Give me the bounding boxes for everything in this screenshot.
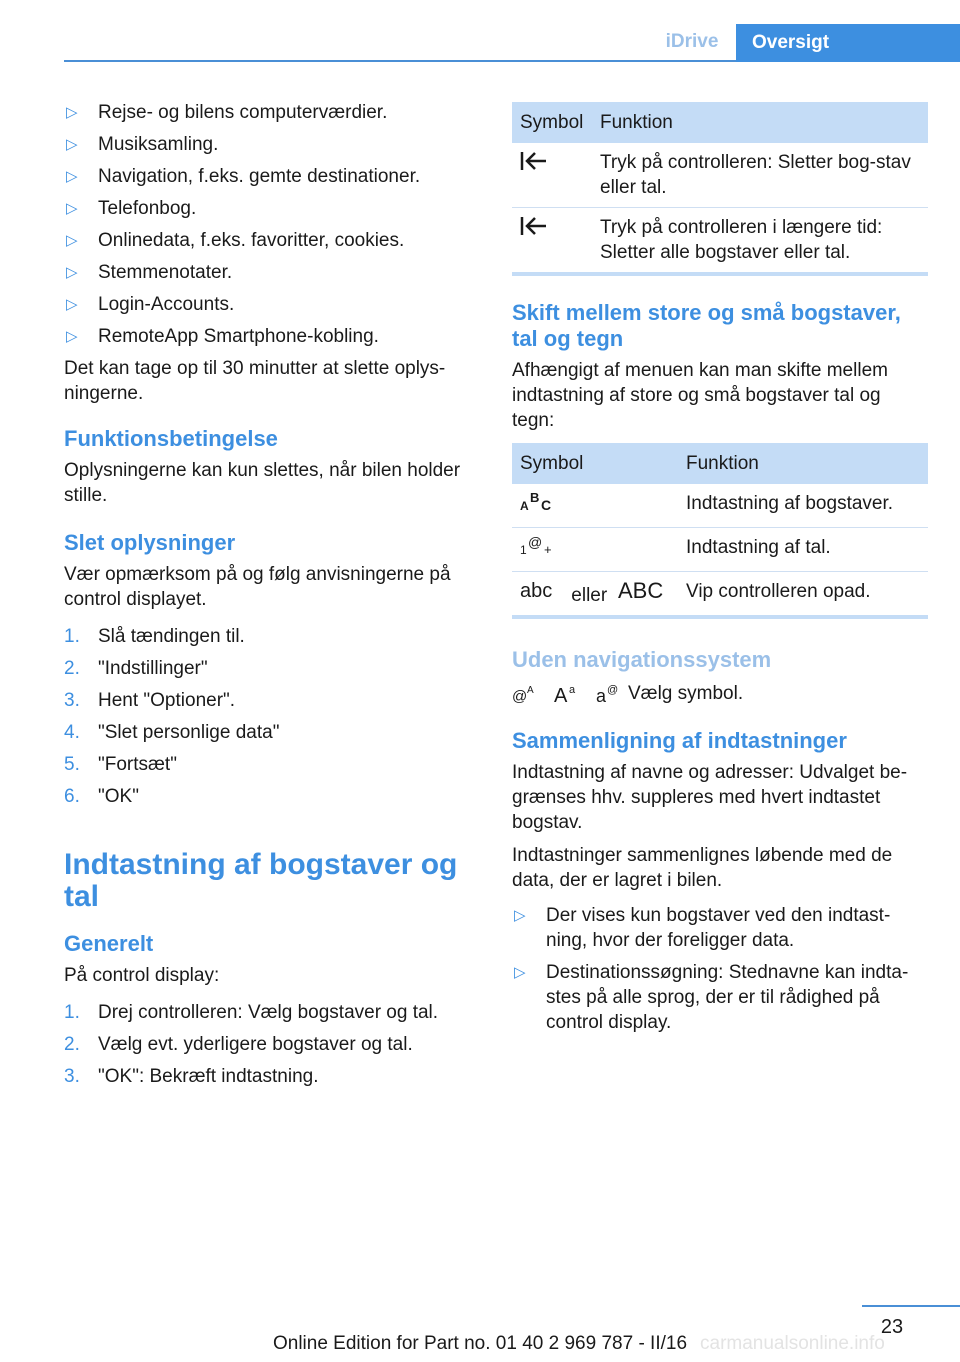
select-symbol-text: Vælg symbol. — [628, 683, 744, 704]
tab-oversigt[interactable]: Oversigt — [736, 24, 960, 62]
table-row — [512, 572, 928, 616]
tab-idrive[interactable]: iDrive — [665, 31, 719, 52]
input-steps-list — [64, 1000, 484, 1089]
page-number: 23 — [880, 1316, 904, 1338]
at-a-symbol-icon — [512, 683, 536, 705]
table-cell: Indtastning af tal. — [678, 528, 928, 572]
heading-uden-navigation: Uden navigationssystem — [512, 647, 772, 672]
abc-uppercase-icon — [520, 491, 556, 513]
triangle-bullet-icon: ▷ — [514, 964, 526, 981]
heading-slet-oplysninger: Slet oplysninger — [64, 530, 236, 555]
list-item: ▷ Login-Accounts. — [66, 294, 235, 315]
backspace-arrow-icon — [520, 215, 548, 237]
list-item: ▷ Onlinedata, f.eks. favoritter, cookies. — [66, 230, 405, 251]
right-column — [512, 102, 928, 1042]
triangle-bullet-icon: ▷ — [66, 104, 78, 121]
lowercase-abc-icon — [520, 579, 560, 601]
delete-steps-list — [64, 624, 484, 809]
list-item: 2. "Indstillinger" — [64, 658, 208, 679]
list-item: ▷ Telefonbog. — [66, 198, 197, 219]
slet-text: Vær opmærksom på og følg anvisningerne på control displayet. — [64, 564, 451, 610]
left-column — [64, 100, 484, 1096]
heading-indtastning: Indtastning af bogstaver og tal — [64, 848, 458, 913]
case-symbol-table — [512, 443, 928, 615]
triangle-bullet-icon: ▷ — [66, 168, 78, 185]
svg-text:A: A — [520, 499, 529, 513]
list-item: 6. "OK" — [64, 786, 139, 807]
table-header-row — [512, 102, 928, 143]
numbers-symbols-icon — [520, 535, 560, 557]
triangle-bullet-icon: ▷ — [66, 264, 78, 281]
table-header: Funktion — [592, 102, 928, 143]
comparison-bullet-list — [512, 903, 928, 1035]
table-header: Funktion — [678, 443, 928, 484]
table-row — [512, 484, 928, 528]
sammenligning-text-2: Indtastninger sammenlignes løbende med de data, der er lagret i bilen. — [512, 845, 893, 891]
svg-text:C: C — [541, 497, 552, 513]
sammenligning-text-1: Indtastning af navne og adresser: Udvalget be-grænses hhv. suppleres med hvert indtastet bogstav. — [512, 762, 908, 833]
table-cell: Indtastning af bogstaver. — [678, 484, 928, 528]
list-item: ▷ Der vises kun bogstaver ved den indtast-ning, hvor der foreligger data. — [514, 905, 891, 951]
table-cell: Vip controlleren opad. — [686, 581, 871, 602]
svg-text:A: A — [554, 684, 568, 705]
list-item: 1. Drej controlleren: Vælg bogstaver og tal. — [64, 1002, 439, 1023]
or-label: eller — [571, 585, 608, 606]
triangle-bullet-icon: ▷ — [514, 907, 526, 924]
svg-text:abc: abc — [520, 580, 553, 601]
table-row — [512, 208, 928, 273]
triangle-bullet-icon: ▷ — [66, 296, 78, 313]
delete-symbol-table — [512, 102, 928, 272]
triangle-bullet-icon: ▷ — [66, 200, 78, 217]
heading-funktionsbetingelse: Funktionsbetingelse — [64, 426, 278, 451]
list-item: 2. Vælg evt. yderligere bogstaver og tal. — [64, 1034, 413, 1055]
list-item: ▷ Rejse- og bilens computerværdier. — [66, 102, 388, 123]
heading-sammenligning: Sammenligning af indtastninger — [512, 728, 847, 753]
table-row — [512, 528, 928, 572]
list-item: 5. "Fortsæt" — [64, 754, 177, 775]
case-toggle-icon — [554, 683, 578, 705]
svg-text:B: B — [530, 491, 540, 505]
list-item: 1. Slå tændingen til. — [64, 626, 245, 647]
list-item: 4. "Slet personlige data" — [64, 722, 280, 743]
table-header-row — [512, 443, 928, 484]
list-item: 3. "OK": Bekræft indtastning. — [64, 1066, 319, 1087]
triangle-bullet-icon: ▷ — [66, 232, 78, 249]
list-item: ▷ Stemmenotater. — [66, 262, 233, 283]
data-bullet-list — [64, 100, 484, 349]
svg-text:@: @ — [512, 687, 528, 705]
heading-skift: Skift mellem store og små bogstaver, tal og tegn — [512, 300, 901, 351]
delete-time-note: Det kan tage op til 30 minutter at slette oplys-ningerne. — [64, 358, 446, 404]
skift-text: Afhængigt af menuen kan man skifte mellem indtastning af store og små bogstaver tal og tegn: — [512, 360, 888, 431]
watermark: carmanualsonline.info — [700, 1333, 885, 1354]
table-cell: Tryk på controlleren: Sletter bog-stav eller tal. — [592, 143, 928, 208]
svg-text:1: 1 — [520, 543, 527, 557]
triangle-bullet-icon: ▷ — [66, 136, 78, 153]
svg-text:@: @ — [607, 683, 619, 696]
list-item: ▷ Navigation, f.eks. gemte destinationer. — [66, 166, 421, 187]
svg-text:a: a — [596, 685, 607, 705]
svg-text:a: a — [569, 683, 576, 696]
table-row — [512, 143, 928, 208]
generelt-text: På control display: — [64, 965, 220, 986]
table-header: Symbol — [512, 102, 592, 143]
footer-rule — [862, 1305, 960, 1307]
symbol-select-row — [512, 681, 928, 706]
uppercase-abc-icon — [618, 579, 664, 601]
table-cell: Tryk på controlleren i længere tid: Sletter alle bogstaver eller tal. — [600, 217, 883, 263]
list-item: ▷ RemoteApp Smartphone-kobling. — [66, 326, 379, 347]
svg-text:ABC: ABC — [618, 579, 664, 601]
a-at-symbol-icon — [596, 683, 620, 705]
edition-footer: Online Edition for Part no. 01 40 2 969 787 - II/16 — [272, 1333, 688, 1354]
svg-text:A: A — [527, 684, 534, 696]
list-item: ▷ Musiksamling. — [66, 134, 219, 155]
triangle-bullet-icon: ▷ — [66, 328, 78, 345]
list-item: ▷ Destinationssøgning: Stednavne kan indta-stes på alle sprog, der er til rådighed på control display. — [514, 962, 909, 1033]
svg-text:+: + — [544, 542, 552, 557]
backspace-arrow-icon — [520, 150, 548, 172]
heading-generelt: Generelt — [64, 931, 154, 956]
table-end-rule — [512, 272, 928, 276]
funktion-text: Oplysningerne kan kun slettes, når bilen holder stille. — [64, 460, 461, 506]
table-header: Symbol — [512, 443, 678, 484]
table-end-rule — [512, 615, 928, 619]
svg-text:@: @ — [528, 535, 543, 550]
list-item: 3. Hent "Optioner". — [64, 690, 236, 711]
